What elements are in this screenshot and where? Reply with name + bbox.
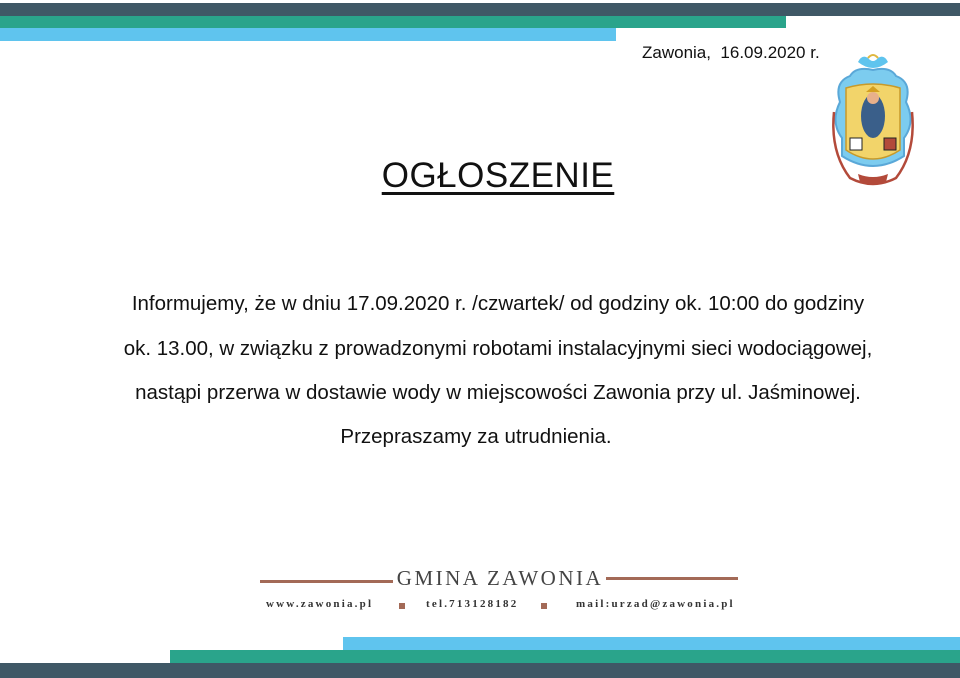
bottom-bar-teal <box>170 650 960 663</box>
top-bar-light <box>0 28 616 41</box>
separator-square-icon <box>399 603 405 609</box>
notice-line: Informujemy, że w dniu 17.09.2020 r. /czwartek/ od godziny ok. 10:00 do godziny <box>131 292 865 315</box>
top-bar-dark <box>0 3 960 16</box>
apology-text: Przepraszamy za utrudnienia. <box>340 425 612 448</box>
notice-body <box>40 282 956 416</box>
bottom-bar-light <box>343 637 960 650</box>
separator-square-icon <box>541 603 547 609</box>
footer-phone: tel.713128182 <box>426 598 519 610</box>
notice-line: nastąpi przerwa w dostawie wody w miejscowości Zawonia przy ul. Jaśminowej. <box>135 381 861 404</box>
gmina-name: GMINA ZAWONIA <box>396 566 604 590</box>
footer-website[interactable]: www.zawonia.pl <box>266 598 374 610</box>
footer-email[interactable]: mail:urzad@zawonia.pl <box>576 598 735 610</box>
notice-line: ok. 13.00, w związku z prowadzonymi robotami instalacyjnymi sieci wodociągowej, <box>123 336 873 360</box>
bottom-bar-dark <box>0 663 960 678</box>
notice-title: OGŁOSZENIE <box>381 156 615 195</box>
top-bar-teal <box>0 16 786 28</box>
place-date: Zawonia, 16.09.2020 r. <box>642 43 820 62</box>
footer-rule-right <box>606 577 738 580</box>
